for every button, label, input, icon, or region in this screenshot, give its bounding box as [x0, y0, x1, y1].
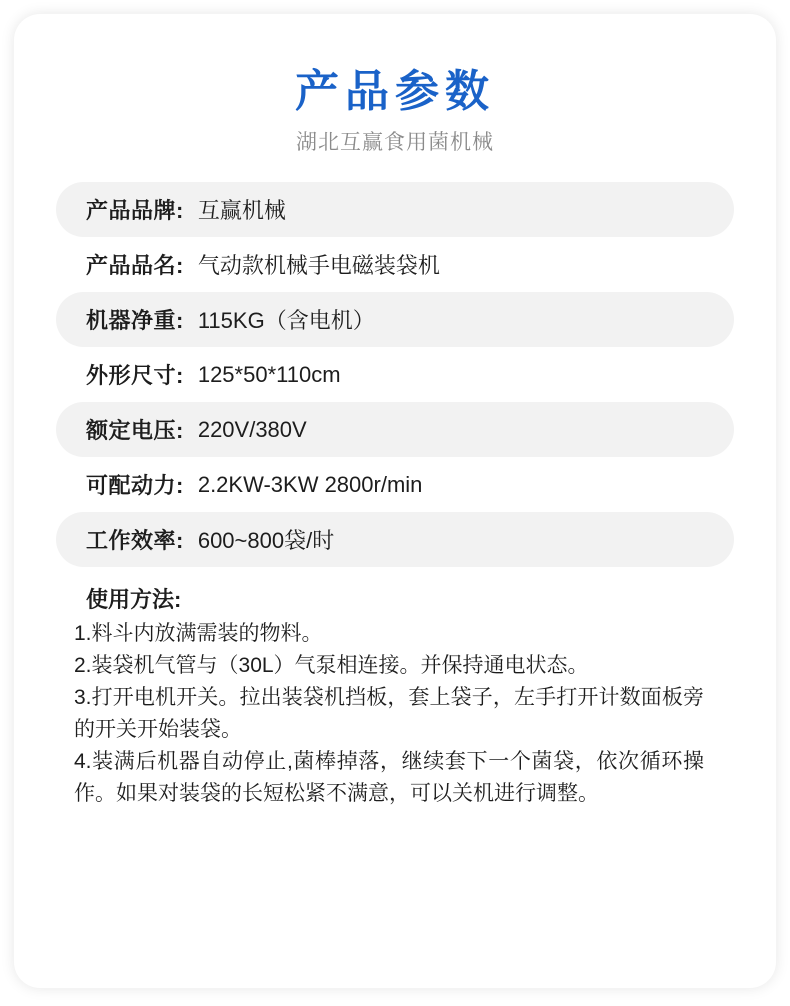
- spec-row: [56, 457, 734, 512]
- usage-step-list: [74, 618, 704, 809]
- spec-value: 115KG（含电机）: [197, 308, 375, 334]
- spec-list: [56, 182, 734, 567]
- spec-label: 机器净重:: [86, 308, 184, 334]
- usage-title: 使用方法:: [86, 587, 182, 613]
- spec-value: 125*50*110cm: [197, 361, 341, 387]
- spec-label: 产品品名:: [86, 253, 184, 279]
- spec-value: 互赢机械: [197, 198, 286, 224]
- spec-label: 工作效率:: [86, 528, 184, 554]
- spec-row: [56, 512, 734, 567]
- spec-label: 产品品牌:: [86, 198, 184, 224]
- spec-label: 外形尺寸:: [86, 363, 184, 389]
- usage-step: 2.装袋机气管与（30L）气泵相连接。并保持通电状态。: [74, 654, 589, 678]
- spec-row: [56, 182, 734, 237]
- spec-label: 可配动力:: [86, 473, 184, 499]
- spec-value: 2.2KW-3KW 2800r/min: [197, 471, 423, 497]
- usage-step: 1.料斗内放满需装的物料。: [74, 622, 323, 646]
- product-spec-card: [14, 14, 776, 988]
- spec-row: [56, 402, 734, 457]
- page-subtitle: 湖北互赢食用菌机械: [296, 131, 494, 155]
- spec-row: [56, 347, 734, 402]
- page-title: 产品参数: [295, 66, 495, 117]
- usage-step: 4.装满后机器自动停止,菌棒掉落，继续套下一个菌袋，依次循环操作。如果对装袋的长短松紧不满意，可以关机进行调整。: [74, 750, 704, 805]
- spec-value: 600~800袋/时: [197, 528, 335, 554]
- usage-step: 3.打开电机开关。拉出装袋机挡板，套上袋子，左手打开计数面板旁的开关开始装袋。: [74, 686, 704, 742]
- spec-value: 220V/380V: [197, 416, 307, 442]
- spec-label: 额定电压:: [86, 418, 184, 444]
- spec-row: [56, 237, 734, 292]
- usage-section: [56, 583, 734, 809]
- spec-row: [56, 292, 734, 347]
- spec-value: 气动款机械手电磁装袋机: [197, 253, 440, 279]
